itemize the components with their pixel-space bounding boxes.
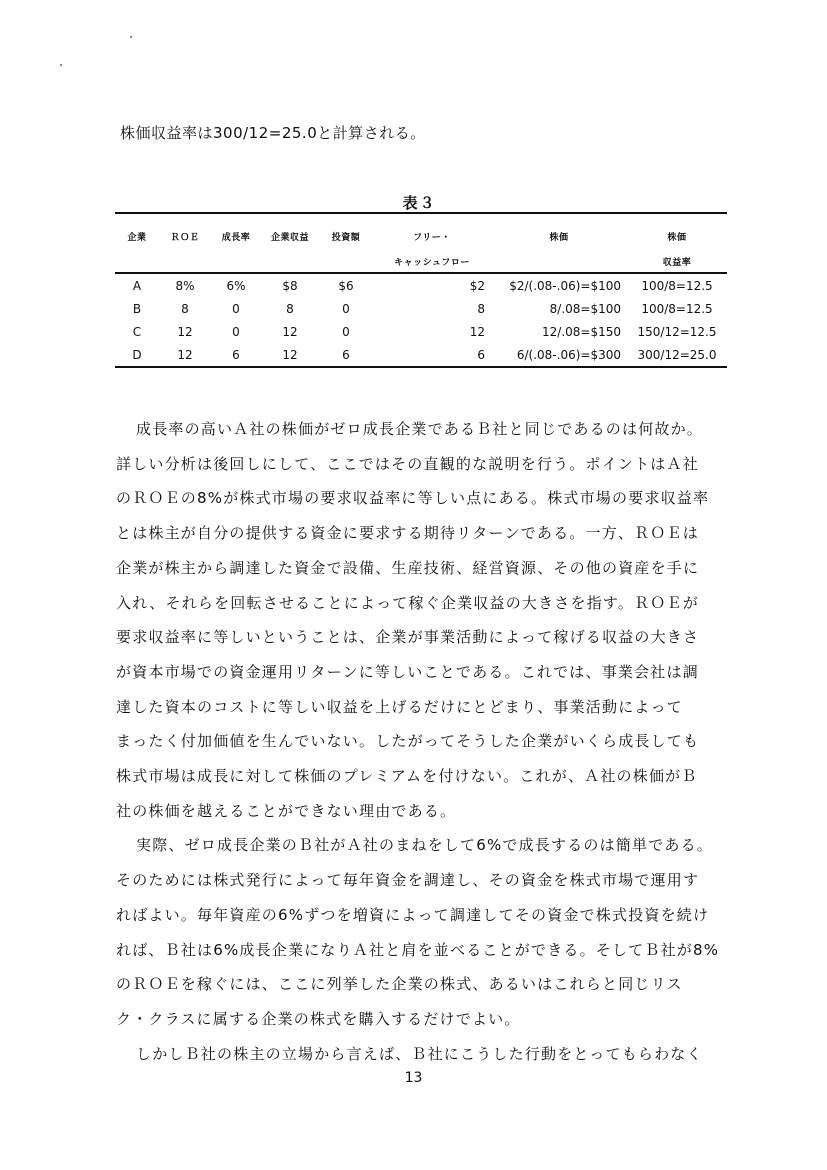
text-line: のＲＯＥの8%が株式市場の要求収益率に等しい点にある。株式市場の要求収益率 (116, 489, 710, 508)
text-line: 入れ、それらを回転させることによって稼ぐ企業収益の大きさを指す。ＲＯＥが (116, 593, 699, 612)
cell-price: $2/(.08-.06)=$100 (509, 278, 621, 293)
header-earnings: 企業収益 (261, 213, 319, 246)
cell-investment: 0 (342, 324, 350, 339)
header-blank (319, 246, 373, 273)
cell-per: 300/12=25.0 (627, 343, 727, 367)
table-title: 表３ (402, 194, 437, 212)
cell-growth: 0 (232, 324, 240, 339)
text-line: とは株主が自分の提供する資金に要求する期待リターンである。一方、ＲＯＥは (116, 524, 699, 543)
paragraph-3 (116, 1037, 736, 1072)
table-row (115, 320, 727, 343)
header-growth: 成長率 (211, 213, 261, 246)
cell-roe: 8 (181, 301, 189, 316)
table-row (115, 343, 727, 367)
intro-sentence: 株価収益率は300/12=25.0と計算される。 (120, 124, 426, 142)
text-line: れば、Ｂ社は6%成長企業になりＡ社と肩を並べることができる。そしてＢ社が8% (116, 940, 720, 959)
header-price: 株価 (491, 213, 627, 246)
cell-growth: 6% (226, 278, 246, 293)
cell-investment: $6 (338, 278, 354, 293)
cell-price: 8/.08=$100 (549, 301, 621, 316)
cell-earnings: 12 (282, 324, 298, 339)
text-line: 実際、ゼロ成長企業のＢ社がＡ社のまねをして6%で成長するのは簡単である。 (136, 836, 713, 855)
text-line: 株式市場は成長に対して株価のプレミアムを付けない。これが、Ａ社の株価がＢ (116, 767, 698, 786)
data-table (115, 212, 727, 368)
cell-fcf: 12 (469, 324, 485, 339)
paragraph-2 (116, 828, 736, 1036)
table-row (115, 297, 727, 320)
scan-speck (60, 64, 62, 66)
cell-per: 150/12=12.5 (637, 324, 717, 339)
header-fcf-line2: キャッシュフロー (373, 246, 491, 273)
cell-fcf: 6 (373, 343, 491, 367)
text-line: 詳しい分析は後回しにして、ここではその直観的な説明を行う。ポイントはＡ社 (116, 454, 699, 473)
cell-fcf: 8 (477, 301, 485, 316)
header-blank (261, 246, 319, 273)
cell-earnings: 8 (286, 301, 294, 316)
cell-fcf: $2 (469, 278, 485, 293)
text-line: 達した資本のコストに等しい収益を上げるだけにとどまり、事業活動によって (116, 697, 684, 716)
header-blank (211, 246, 261, 273)
text-line: 要求収益率に等しいということは、企業が事業活動によって稼げる収益の大きさ (116, 628, 700, 647)
cell-company: C (132, 324, 142, 339)
cell-company: D (115, 343, 159, 367)
cell-roe: 12 (177, 324, 193, 339)
text-line: 企業が株主から調達した資金で設備、生産技術、経営資源、その他の資産を手に (116, 558, 700, 577)
cell-price: 12/.08=$150 (542, 324, 621, 339)
text-line: が資本市場での資金運用リターンに等しいことである。これでは、事業会社は調 (116, 662, 699, 681)
text-line: まったく付加価値を生んでいない。したがってそうした企業がいくら成長しても (116, 732, 700, 751)
header-company: 企業 (115, 213, 159, 246)
text-line: 成長率の高いＡ社の株価がゼロ成長企業であるＢ社と同じであるのは何故か。 (136, 420, 704, 438)
scan-speck (130, 36, 132, 38)
cell-per: 100/8=12.5 (641, 278, 713, 293)
cell-roe: 8% (175, 278, 195, 293)
cell-growth: 6 (211, 343, 261, 367)
cell-company: B (132, 301, 142, 316)
cell-earnings: 12 (261, 343, 319, 367)
cell-price: 6/(.08-.06)=$300 (491, 343, 627, 367)
cell-earnings: $8 (282, 278, 298, 293)
cell-investment: 6 (319, 343, 373, 367)
body-text (116, 412, 736, 1071)
header-per-line1: 株価 (627, 213, 727, 246)
cell-investment: 0 (342, 301, 350, 316)
text-line: のＲＯＥを稼ぐには、ここに列挙した企業の株式、あるいはこれらと同じリス (116, 975, 683, 994)
text-line: 社の株価を越えることができない理由である。 (116, 801, 457, 820)
table-3 (115, 212, 727, 368)
cell-growth: 0 (232, 301, 240, 316)
header-blank (115, 246, 159, 273)
header-row-2 (115, 246, 727, 273)
header-per-line2: 収益率 (627, 246, 727, 273)
text-line: しかしＢ社の株主の立場から言えば、Ｂ社にこうした行動をとってもらわなく (136, 1044, 703, 1063)
text-line: そのためには株式発行によって毎年資金を調達し、その資金を株式市場で運用す (116, 871, 700, 890)
header-row-1 (115, 213, 727, 246)
header-fcf-line1: フリー・ (373, 213, 491, 246)
paragraph-1 (116, 412, 736, 828)
header-blank (159, 246, 211, 273)
cell-per: 100/8=12.5 (641, 301, 713, 316)
page-number: 13 (404, 1070, 423, 1086)
table-row (115, 273, 727, 297)
text-line: ればよい。毎年資産の6%ずつを増資によって調達してその資金で株式投資を続け (116, 905, 710, 924)
header-roe: ＲＯＥ (159, 213, 211, 246)
cell-roe: 12 (159, 343, 211, 367)
header-investment: 投資額 (319, 213, 373, 246)
header-blank (491, 246, 627, 273)
text-line: ク・クラスに属する企業の株式を購入するだけでよい。 (116, 1009, 521, 1028)
cell-company: A (132, 278, 142, 293)
